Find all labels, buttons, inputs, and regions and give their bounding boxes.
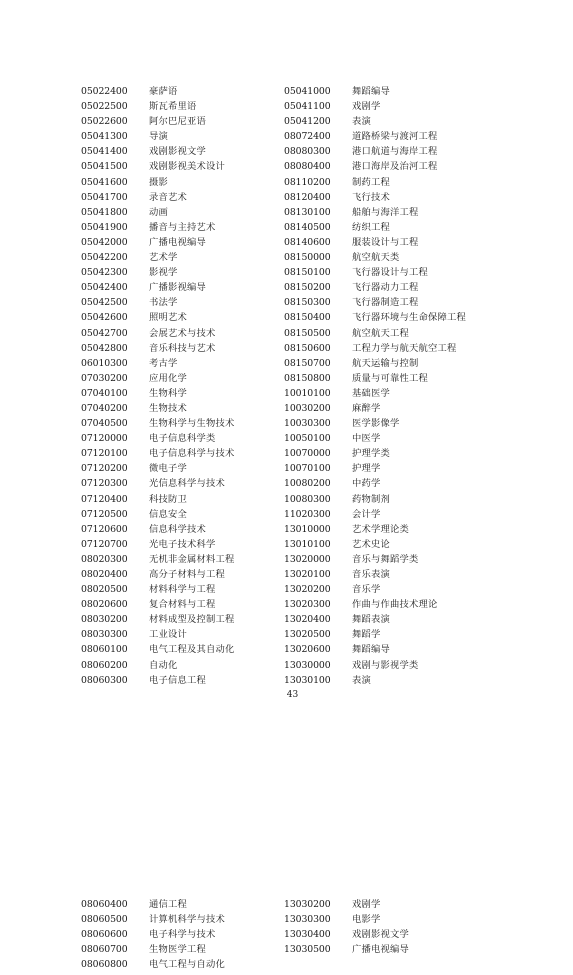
major-name: 质量与可靠性工程 xyxy=(352,372,428,384)
major-code: 08030300 xyxy=(81,629,128,641)
major-name: 考古学 xyxy=(149,357,178,369)
major-entry-row xyxy=(81,205,234,220)
major-name: 航天运输与控制 xyxy=(352,357,419,369)
major-entry-row xyxy=(284,295,466,310)
major-name: 材料成型及控制工程 xyxy=(149,614,235,626)
major-name: 飞行器环境与生命保障工程 xyxy=(352,312,466,324)
major-code: 07120100 xyxy=(81,448,128,460)
major-name: 服装设计与工程 xyxy=(352,236,419,248)
major-entry-row xyxy=(284,356,466,371)
major-name: 港口航道与海岸工程 xyxy=(352,146,438,158)
major-name: 电子信息科学与技术 xyxy=(149,448,235,460)
major-code: 05041500 xyxy=(81,161,128,173)
major-entry-row xyxy=(284,235,466,250)
major-name: 生物科学与生物技术 xyxy=(149,418,235,430)
major-entry-row xyxy=(284,250,466,265)
major-code: 08110200 xyxy=(284,176,331,188)
major-name: 录音艺术 xyxy=(149,191,187,203)
major-code: 10080300 xyxy=(284,493,331,505)
major-entry-row xyxy=(284,507,466,522)
major-entry-row xyxy=(81,129,234,144)
major-name: 舞蹈编导 xyxy=(352,86,390,97)
major-list-right-column xyxy=(284,84,466,688)
major-name: 音乐学 xyxy=(352,584,381,596)
major-code: 05022600 xyxy=(81,116,128,128)
major-entry-row xyxy=(81,250,234,265)
major-code: 13020300 xyxy=(284,599,331,611)
major-entry-row xyxy=(81,386,234,401)
major-code: 08060500 xyxy=(81,914,128,926)
major-entry-row xyxy=(81,476,234,491)
major-code: 05041400 xyxy=(81,146,128,158)
major-code: 10010100 xyxy=(284,387,331,399)
major-name: 航空航天工程 xyxy=(352,327,409,339)
major-name: 导演 xyxy=(149,131,168,143)
major-code: 07120700 xyxy=(81,538,128,550)
major-code: 05042200 xyxy=(81,252,128,264)
major-name: 无机非金属材料工程 xyxy=(149,553,235,565)
major-entry-row xyxy=(284,658,466,673)
major-code: 07120200 xyxy=(81,463,128,475)
major-entry-row xyxy=(284,446,466,461)
major-name: 戏剧学 xyxy=(352,101,381,113)
major-entry-row xyxy=(81,522,234,537)
major-entry-row xyxy=(284,190,466,205)
major-entry-row xyxy=(81,552,234,567)
major-name: 广播电视编导 xyxy=(149,236,206,248)
major-code: 05041000 xyxy=(284,86,331,97)
major-entry-row xyxy=(81,114,234,129)
major-entry-row xyxy=(284,582,466,597)
major-entry-row xyxy=(284,627,466,642)
major-name: 纺织工程 xyxy=(352,221,390,233)
major-code: 08060300 xyxy=(81,674,128,686)
major-code: 08060700 xyxy=(81,944,128,956)
major-code: 07040100 xyxy=(81,387,128,399)
major-name: 船舶与海洋工程 xyxy=(352,206,419,218)
major-name: 作曲与作曲技术理论 xyxy=(352,599,438,611)
major-name: 自动化 xyxy=(149,659,178,671)
major-name: 戏剧与影视学类 xyxy=(352,659,419,671)
major-code: 08140600 xyxy=(284,236,331,248)
major-name: 电子科学与技术 xyxy=(149,929,216,941)
major-code: 08120400 xyxy=(284,191,331,203)
major-code: 08150700 xyxy=(284,357,331,369)
major-name: 工业设计 xyxy=(149,629,187,641)
major-code: 13010100 xyxy=(284,538,331,550)
major-entry-row xyxy=(81,642,234,657)
major-code: 05022400 xyxy=(81,86,128,97)
major-name: 戏剧影视文学 xyxy=(149,146,206,158)
major-name: 舞蹈编导 xyxy=(352,644,390,656)
major-name: 照明艺术 xyxy=(149,312,187,324)
major-entry-row xyxy=(81,957,225,972)
major-code: 05022500 xyxy=(81,101,128,113)
major-name: 戏剧影视美术设计 xyxy=(149,161,225,173)
major-entry-row xyxy=(81,942,225,957)
major-entry-row xyxy=(284,461,466,476)
major-entry-row xyxy=(284,673,466,688)
major-name: 飞行器动力工程 xyxy=(352,282,419,294)
major-code: 13020600 xyxy=(284,644,331,656)
major-code: 05042800 xyxy=(81,342,128,354)
major-entry-row xyxy=(81,461,234,476)
major-entry-row xyxy=(81,295,234,310)
major-code: 08020600 xyxy=(81,599,128,611)
major-name: 会展艺术与技术 xyxy=(149,327,216,339)
major-name: 通信工程 xyxy=(149,899,187,910)
major-code: 07120400 xyxy=(81,493,128,505)
major-code: 08060200 xyxy=(81,659,128,671)
major-code: 08060100 xyxy=(81,644,128,656)
major-entry-row xyxy=(81,144,234,159)
major-entry-row xyxy=(284,897,409,912)
major-entry-row xyxy=(284,84,466,99)
major-name: 生物医学工程 xyxy=(149,944,206,956)
major-code: 07120500 xyxy=(81,508,128,520)
major-entry-row xyxy=(81,99,234,114)
major-name: 戏剧影视文学 xyxy=(352,929,409,941)
major-entry-row xyxy=(284,612,466,627)
major-entry-row xyxy=(81,673,234,688)
major-code: 08060600 xyxy=(81,929,128,941)
major-name: 医学影像学 xyxy=(352,418,400,430)
major-code: 10030200 xyxy=(284,402,331,414)
major-code: 08150800 xyxy=(284,372,331,384)
major-entry-row xyxy=(284,386,466,401)
major-entry-row xyxy=(81,84,234,99)
major-name: 电子信息科学类 xyxy=(149,433,216,445)
major-name: 生物技术 xyxy=(149,402,187,414)
major-name: 港口海岸及治河工程 xyxy=(352,161,438,173)
major-entry-row xyxy=(81,612,234,627)
page-number: 43 xyxy=(286,690,299,700)
major-code: 13030100 xyxy=(284,674,331,686)
major-code: 05042500 xyxy=(81,297,128,309)
major-name: 护理学 xyxy=(352,463,381,475)
major-code: 05042600 xyxy=(81,312,128,324)
major-list-right-column xyxy=(284,897,409,957)
major-name: 应用化学 xyxy=(149,372,187,384)
major-code: 08140500 xyxy=(284,221,331,233)
major-code: 08072400 xyxy=(284,131,331,143)
major-name: 戏剧学 xyxy=(352,899,381,910)
major-code: 10030300 xyxy=(284,418,331,430)
major-entry-row xyxy=(284,205,466,220)
major-name: 高分子材料与工程 xyxy=(149,569,225,580)
major-code: 05041100 xyxy=(284,101,331,113)
major-entry-row xyxy=(284,927,409,942)
major-code: 08150400 xyxy=(284,312,331,324)
major-entry-row xyxy=(284,341,466,356)
major-code: 08020500 xyxy=(81,584,128,596)
major-code: 13020000 xyxy=(284,553,331,565)
major-name: 电气工程与自动化 xyxy=(149,959,225,971)
major-name: 制药工程 xyxy=(352,176,390,188)
major-name: 书法学 xyxy=(149,297,178,309)
major-name: 中药学 xyxy=(352,478,381,490)
major-code: 05041900 xyxy=(81,221,128,233)
major-entry-row xyxy=(81,446,234,461)
major-entry-row xyxy=(81,356,234,371)
major-code: 13020500 xyxy=(284,629,331,641)
major-entry-row xyxy=(81,537,234,552)
major-code: 08150100 xyxy=(284,267,331,279)
major-entry-row xyxy=(284,114,466,129)
major-entry-row xyxy=(284,492,466,507)
major-entry-row xyxy=(81,431,234,446)
major-entry-row xyxy=(81,310,234,325)
major-entry-row xyxy=(284,129,466,144)
major-entry-row xyxy=(284,159,466,174)
major-code: 06010300 xyxy=(81,357,128,369)
major-entry-row xyxy=(81,897,225,912)
major-code: 08080300 xyxy=(284,146,331,158)
major-entry-row xyxy=(81,912,225,927)
major-code: 08020300 xyxy=(81,553,128,565)
major-entry-row xyxy=(81,190,234,205)
major-entry-row xyxy=(81,220,234,235)
major-name: 飞行技术 xyxy=(352,191,390,203)
major-entry-row xyxy=(81,280,234,295)
major-name: 信息科学技术 xyxy=(149,523,206,535)
major-code: 07030200 xyxy=(81,372,128,384)
major-entry-row xyxy=(81,927,225,942)
major-entry-row xyxy=(284,265,466,280)
major-entry-row xyxy=(284,371,466,386)
major-entry-row xyxy=(284,476,466,491)
major-entry-row xyxy=(284,552,466,567)
major-name: 音乐科技与艺术 xyxy=(149,342,216,354)
major-list-left-column xyxy=(81,897,225,972)
major-name: 道路桥梁与渡河工程 xyxy=(352,131,438,143)
major-name: 麻醉学 xyxy=(352,402,381,414)
major-code: 05041700 xyxy=(81,191,128,203)
major-name: 会计学 xyxy=(352,508,381,520)
major-code: 08150000 xyxy=(284,252,331,264)
major-code: 05042000 xyxy=(81,236,128,248)
major-code: 05042400 xyxy=(81,282,128,294)
major-name: 护理学类 xyxy=(352,448,390,460)
major-code: 13020100 xyxy=(284,569,331,580)
major-entry-row xyxy=(284,431,466,446)
major-entry-row xyxy=(81,492,234,507)
major-name: 阿尔巴尼亚语 xyxy=(149,116,206,128)
major-name: 基础医学 xyxy=(352,387,390,399)
major-code: 13020400 xyxy=(284,614,331,626)
major-name: 舞蹈学 xyxy=(352,629,381,641)
major-code: 08030200 xyxy=(81,614,128,626)
major-name: 艺术史论 xyxy=(352,538,390,550)
major-code: 10070000 xyxy=(284,448,331,460)
major-code: 05041600 xyxy=(81,176,128,188)
major-name: 电子信息工程 xyxy=(149,674,206,686)
major-name: 航空航天类 xyxy=(352,252,400,264)
major-code: 11020300 xyxy=(284,508,331,520)
major-entry-row xyxy=(81,582,234,597)
major-code: 10070100 xyxy=(284,463,331,475)
major-entry-row xyxy=(284,175,466,190)
major-name: 工程力学与航天航空工程 xyxy=(352,342,457,354)
major-code: 05041300 xyxy=(81,131,128,143)
major-entry-row xyxy=(284,567,466,582)
major-code: 08150500 xyxy=(284,327,331,339)
major-code: 13030300 xyxy=(284,914,331,926)
major-code: 13030200 xyxy=(284,899,331,910)
major-name: 表演 xyxy=(352,116,371,128)
major-code: 08080400 xyxy=(284,161,331,173)
major-name: 播音与主持艺术 xyxy=(149,221,216,233)
major-entry-row xyxy=(284,942,409,957)
major-name: 摄影 xyxy=(149,176,168,188)
major-code: 07120300 xyxy=(81,478,128,490)
major-entry-row xyxy=(81,341,234,356)
major-entry-row xyxy=(284,522,466,537)
major-code: 08060400 xyxy=(81,899,128,910)
major-name: 复合材料与工程 xyxy=(149,599,216,611)
major-code: 07040200 xyxy=(81,402,128,414)
major-entry-row xyxy=(81,235,234,250)
major-code: 05042700 xyxy=(81,327,128,339)
major-name: 艺术学 xyxy=(149,252,178,264)
major-entry-row xyxy=(81,159,234,174)
major-name: 光电子技术科学 xyxy=(149,538,216,550)
major-entry-row xyxy=(81,416,234,431)
major-name: 微电子学 xyxy=(149,463,187,475)
major-code: 08150300 xyxy=(284,297,331,309)
major-code: 05041200 xyxy=(284,116,331,128)
major-code: 07120000 xyxy=(81,433,128,445)
major-name: 斯瓦希里语 xyxy=(149,101,197,113)
major-code: 10050100 xyxy=(284,433,331,445)
major-name: 豪萨语 xyxy=(149,86,178,97)
major-entry-row xyxy=(81,175,234,190)
major-entry-row xyxy=(284,144,466,159)
major-name: 光信息科学与技术 xyxy=(149,478,225,490)
major-code: 13030500 xyxy=(284,944,331,956)
major-entry-row xyxy=(284,99,466,114)
major-name: 影视学 xyxy=(149,267,178,279)
major-name: 计算机科学与技术 xyxy=(149,914,225,926)
major-name: 飞行器制造工程 xyxy=(352,297,419,309)
major-code: 10080200 xyxy=(284,478,331,490)
major-entry-row xyxy=(81,265,234,280)
major-name: 音乐与舞蹈学类 xyxy=(352,553,419,565)
major-name: 电影学 xyxy=(352,914,381,926)
major-entry-row xyxy=(284,310,466,325)
major-code: 13020200 xyxy=(284,584,331,596)
major-code: 13010000 xyxy=(284,523,331,535)
major-name: 生物科学 xyxy=(149,387,187,399)
major-entry-row xyxy=(284,401,466,416)
major-entry-row xyxy=(284,537,466,552)
major-name: 艺术学理论类 xyxy=(352,523,409,535)
major-entry-row xyxy=(81,627,234,642)
major-entry-row xyxy=(284,416,466,431)
major-name: 广播电视编导 xyxy=(352,944,409,956)
major-name: 材料科学与工程 xyxy=(149,584,216,596)
major-entry-row xyxy=(81,401,234,416)
major-code: 05041800 xyxy=(81,206,128,218)
major-name: 动画 xyxy=(149,206,168,218)
major-name: 科技防卫 xyxy=(149,493,187,505)
major-entry-row xyxy=(81,567,234,582)
major-code: 13030000 xyxy=(284,659,331,671)
major-entry-row xyxy=(81,658,234,673)
major-code: 07040500 xyxy=(81,418,128,430)
major-name: 中医学 xyxy=(352,433,381,445)
major-entry-row xyxy=(284,326,466,341)
major-entry-row xyxy=(284,280,466,295)
major-entry-row xyxy=(284,220,466,235)
major-entry-row xyxy=(81,371,234,386)
major-entry-row xyxy=(284,912,409,927)
major-code: 05042300 xyxy=(81,267,128,279)
major-code: 08130100 xyxy=(284,206,331,218)
major-name: 舞蹈表演 xyxy=(352,614,390,626)
major-name: 电气工程及其自动化 xyxy=(149,644,235,656)
major-name: 音乐表演 xyxy=(352,569,390,580)
major-entry-row xyxy=(284,642,466,657)
major-name: 药物制剂 xyxy=(352,493,390,505)
major-entry-row xyxy=(81,597,234,612)
major-name: 广播影视编导 xyxy=(149,282,206,294)
major-entry-row xyxy=(284,597,466,612)
major-code: 08060800 xyxy=(81,959,128,971)
major-list-left-column xyxy=(81,84,234,688)
major-code: 08150600 xyxy=(284,342,331,354)
major-code: 08020400 xyxy=(81,569,128,580)
major-name: 飞行器设计与工程 xyxy=(352,267,428,279)
major-name: 信息安全 xyxy=(149,508,187,520)
major-name: 表演 xyxy=(352,674,371,686)
major-code: 07120600 xyxy=(81,523,128,535)
major-entry-row xyxy=(81,507,234,522)
major-entry-row xyxy=(81,326,234,341)
major-code: 13030400 xyxy=(284,929,331,941)
major-code: 08150200 xyxy=(284,282,331,294)
